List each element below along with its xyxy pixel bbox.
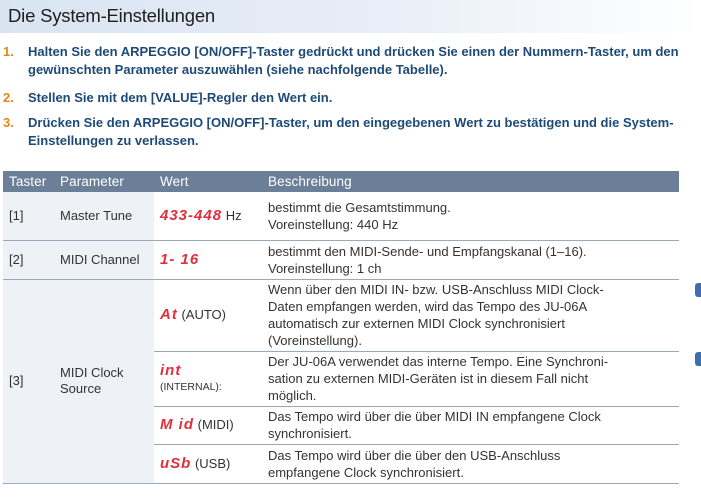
wert-cell [154, 444, 262, 483]
wert-unit: Hz [225, 207, 242, 223]
step-text: Halten Sie den ARPEGGIO [ON/OFF]-Taster gedrückt und drücken Sie einen der Nummern-Taster, um den gewünschten Parameter auszuwählen (siehe nachfolgende Tabelle). [28, 44, 679, 77]
description-cell [262, 351, 679, 406]
table-header-row [3, 171, 679, 192]
step-number: 2. [3, 90, 14, 105]
segment-display-value: M id [160, 416, 194, 433]
taster-cell: [3] [3, 279, 54, 483]
description-line: Daten empfangen werden, wird das Tempo des JU-06A [268, 299, 588, 314]
description-line: möglich. [268, 388, 317, 403]
description-line: bestimmt den MIDI-Sende- und Empfangskanal (1–16). [268, 243, 587, 259]
page-title: Die System-Einstellungen [8, 5, 216, 26]
taster-cell: [2] [3, 240, 54, 279]
description-line: Das Tempo wird über die über MIDI IN empfangene Clock [268, 409, 601, 424]
description-line: Der JU-06A verwendet das interne Tempo. Eine Synchroni- [268, 354, 609, 369]
description-cell [262, 279, 679, 351]
wert-label: (INTERNAL): [160, 380, 222, 393]
header-beschreibung: Beschreibung [262, 171, 679, 192]
parameter-cell [54, 279, 154, 483]
settings-table [3, 171, 679, 484]
description-line: (Voreinstellung). [268, 333, 362, 348]
parameter-line: Source [60, 381, 102, 396]
table-row [3, 279, 679, 351]
wert-label: (MIDI) [197, 417, 234, 432]
step-number: 1. [3, 44, 14, 59]
taster-cell: [1] [3, 192, 54, 240]
description-line: automatisch zur externen MIDI Clock synchronisiert [268, 316, 565, 331]
description-line: bestimmt die Gesamtstimmung. [268, 199, 451, 215]
description-line: empfangene Clock synchronisiert. [268, 464, 464, 480]
page-edge-marker [695, 352, 701, 366]
description-line: Wenn über den MIDI IN- bzw. USB-Anschluss MIDI Clock- [268, 282, 604, 297]
description-cell [262, 444, 679, 483]
table-row [3, 192, 679, 240]
title-bar [0, 0, 701, 33]
description-cell [262, 192, 679, 240]
segment-display-value: uSb [160, 454, 192, 472]
wert-label: (USB) [194, 455, 231, 471]
page-edge-marker [695, 283, 701, 297]
step-text: Drücken Sie den ARPEGGIO [ON/OFF]-Taster, um den eingegebenen Wert zu bestätigen und die System-Einstellungen zu verlassen. [28, 115, 674, 148]
description-cell [262, 240, 679, 279]
step-number: 3. [3, 115, 14, 130]
wert-cell [154, 351, 262, 406]
segment-display-value: 433-448 [160, 206, 223, 224]
parameter-cell: Master Tune [54, 192, 154, 240]
description-line: synchronisiert. [268, 426, 352, 441]
description-cell [262, 406, 679, 444]
description-line: Das Tempo wird über die über den USB-Anschluss [268, 447, 561, 463]
segment-display-value: 1- 16 [160, 250, 200, 268]
wert-cell [154, 406, 262, 444]
description-line: sation zu externen MIDI-Geräten ist in diesem Fall nicht [268, 371, 589, 386]
segment-display-value: At [160, 306, 178, 323]
parameter-cell: MIDI Channel [54, 240, 154, 279]
step-text: Stellen Sie mit dem [VALUE]-Regler den Wert ein. [28, 90, 333, 105]
wert-cell [154, 279, 262, 351]
segment-display-value: int [160, 361, 182, 379]
description-line: Voreinstellung: 1 ch [268, 260, 382, 276]
wert-cell [154, 240, 262, 279]
wert-label: (AUTO) [181, 307, 226, 322]
description-line: Voreinstellung: 440 Hz [268, 216, 399, 232]
header-wert: Wert [154, 171, 262, 192]
header-parameter: Parameter [54, 171, 154, 192]
wert-cell [154, 192, 262, 240]
table-row [3, 240, 679, 279]
header-taster: Taster [3, 171, 54, 192]
parameter-line: MIDI Clock [60, 365, 124, 380]
